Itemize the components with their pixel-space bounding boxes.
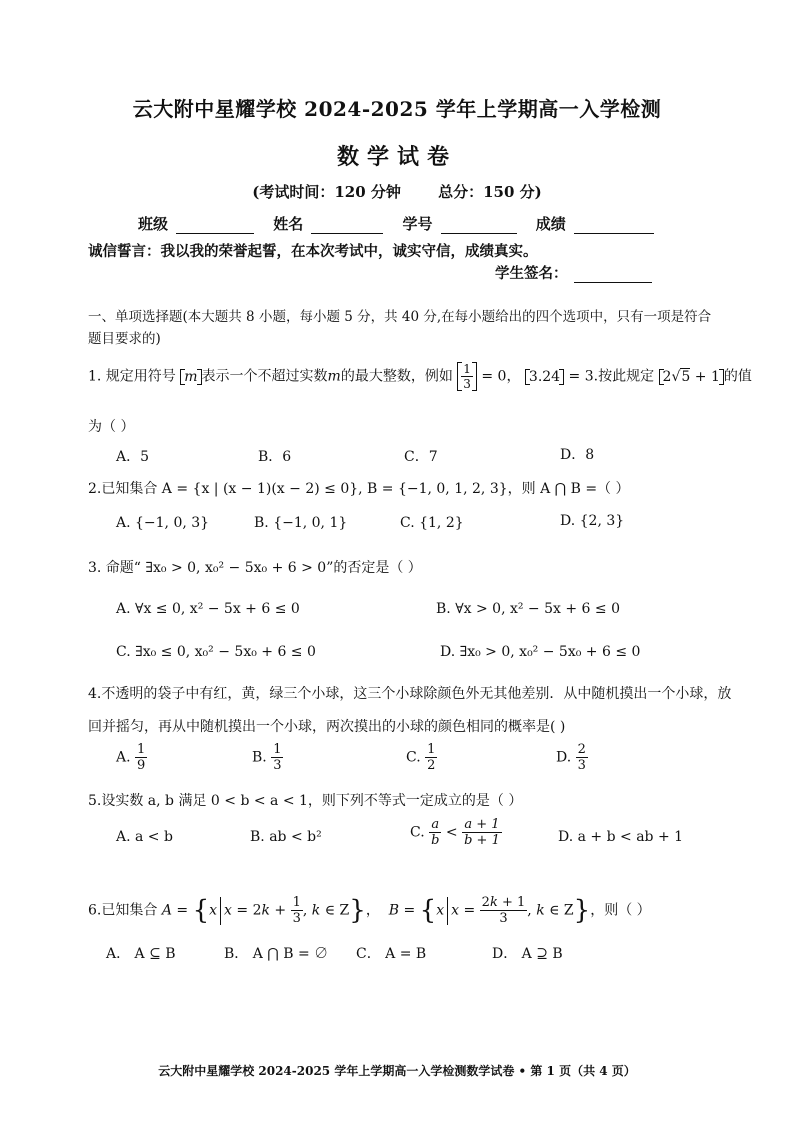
field-class: 班级 — [138, 213, 254, 234]
q4-option-b[interactable]: B. $\frac{1}{3}$ — [252, 742, 282, 773]
floor-3-24: 3.24 — [525, 369, 564, 385]
q5-option-d[interactable]: D. a + b < ab + 1 — [558, 829, 684, 845]
q2-option-c[interactable]: C. {1, 2} — [400, 515, 464, 531]
q1-option-c[interactable]: C．7 — [404, 449, 438, 465]
section-heading: 一、单项选择题(本大题共 8 小题，每小题 5 分，共 40 分,在每小题给出的四个选项中，只有一项是符合题目要求的) — [88, 309, 712, 347]
q5-option-a[interactable]: A. a < b — [116, 829, 173, 845]
q2-option-b[interactable]: B. {−1, 0, 1} — [254, 515, 348, 531]
honesty-pledge: 诚信誓言：我以我的荣誉起誓，在本次考试中，诚实守信，成绩真实。 — [88, 243, 538, 260]
q6-option-c[interactable]: C． A = B — [356, 946, 427, 962]
question-3: 3. 命题“ ∃x₀ > 0, x₀² − 5x₀ + 6 > 0”的否定是（ ） — [88, 560, 422, 576]
student-info-fields — [138, 213, 668, 234]
exam-time: (考试时间：120 分钟 — [252, 183, 401, 201]
id-blank[interactable] — [441, 219, 517, 234]
q5-option-c[interactable]: C. $\frac{a}{b}$ < $\frac{a + 1}{b + 1}$ — [410, 817, 500, 848]
exam-info — [0, 181, 794, 202]
page-footer: 云大附中星耀学校 2024-2025 学年上学期高一入学检测数学试卷 • 第 1 页（共 4 页） — [158, 1064, 636, 1078]
class-blank[interactable] — [176, 219, 254, 234]
floor-m: m — [180, 369, 201, 385]
signature-blank[interactable] — [574, 268, 652, 283]
q6-option-b[interactable]: B． A ⋂ B = ∅ — [224, 946, 329, 962]
q6-option-a[interactable]: A． A ⊆ B — [106, 946, 176, 962]
name-blank[interactable] — [311, 219, 383, 234]
exam-title: 云大附中星耀学校 2024-2025 学年上学期高一入学检测 — [132, 97, 662, 121]
q3-option-b[interactable]: B. ∀x > 0, x² − 5x + 6 ≤ 0 — [436, 601, 620, 617]
q2-option-a[interactable]: A. {−1, 0, 3} — [116, 515, 210, 531]
q3-option-d[interactable]: D. ∃x₀ > 0, x₀² − 5x₀ + 6 ≤ 0 — [440, 644, 641, 660]
question-4-line-2: 回并摇匀，再从中随机摸出一个小球，两次摸出的小球的颜色相同的概率是( ) — [88, 719, 566, 735]
q3-option-a[interactable]: A. ∀x ≤ 0, x² − 5x + 6 ≤ 0 — [116, 601, 300, 617]
subject-title: 数学试卷 — [336, 144, 457, 170]
question-6: 6.已知集合 A = {x x = 2k + $\frac{1}{3}$ , k ∈ Z}， B = {x x = $\frac{2k + 1}{3}$ , k ∈ Z}，则（ ） — [88, 895, 651, 926]
q2-option-d[interactable]: D. {2, 3} — [560, 513, 625, 529]
question-2: 2.已知集合 A = {x | (x − 1)(x − 2) ≤ 0}, B = {−1, 0, 1, 2, 3}，则 A ⋂ B =（ ） — [88, 481, 630, 497]
q1-option-b[interactable]: B．6 — [258, 449, 292, 465]
question-4-line-1: 4.不透明的袋子中有红，黄，绿三个小球，这三个小球除颜色外无其他差别．从中随机摸出一个小球，放 — [88, 686, 732, 702]
score-blank[interactable] — [574, 219, 654, 234]
floor-one-third: $\frac{1}{3}$ — [457, 362, 477, 391]
q5-option-b[interactable]: B. ab < b² — [250, 829, 322, 845]
question-1: 1. 规定用符号 m 表示一个不超过实数m的最大整数，例如 $\frac{1}{3}$ = 0， 3.24 = 3.按此规定 2√5 + 1 的值 — [88, 362, 752, 391]
q6-option-d[interactable]: D． A ⊇ B — [492, 946, 563, 962]
field-score: 成绩 — [536, 213, 654, 234]
floor-expression: 2√5 + 1 — [659, 369, 724, 385]
signature-line: 学生签名： — [495, 262, 652, 283]
q3-option-c[interactable]: C. ∃x₀ ≤ 0, x₀² − 5x₀ + 6 ≤ 0 — [116, 644, 316, 660]
field-name: 姓名 — [273, 213, 383, 234]
q4-option-d[interactable]: D. $\frac{2}{3}$ — [556, 742, 586, 773]
question-1-cont: 为（ ） — [88, 419, 135, 435]
q4-option-a[interactable]: A. $\frac{1}{9}$ — [116, 742, 146, 773]
q1-option-a[interactable]: A．5 — [116, 449, 150, 465]
field-id: 学号 — [403, 213, 517, 234]
exam-total: 总分：150 分) — [438, 183, 542, 201]
question-5: 5.设实数 a, b 满足 0 < b < a < 1，则下列不等式一定成立的是（ ） — [88, 793, 523, 809]
q1-option-d[interactable]: D．8 — [560, 447, 595, 463]
q4-option-c[interactable]: C. $\frac{1}{2}$ — [406, 742, 436, 773]
